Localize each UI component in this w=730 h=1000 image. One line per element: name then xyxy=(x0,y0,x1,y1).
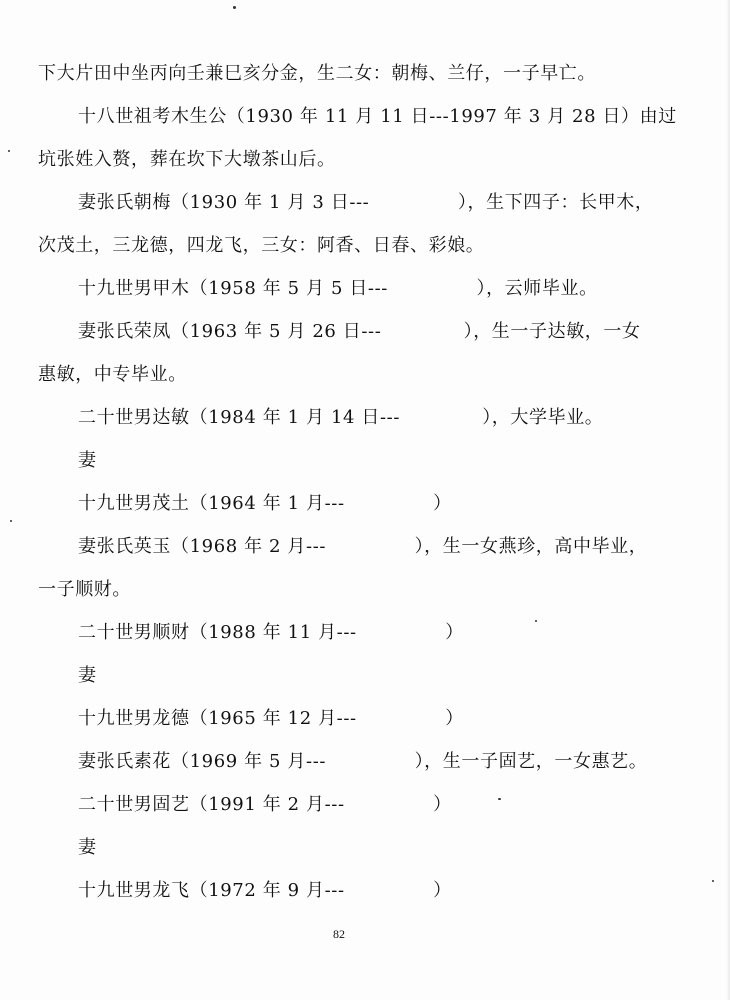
scan-speck xyxy=(233,6,236,9)
text-line: 妻张氏英玉（1968 年 2 月--- ），生一女燕珍，高中毕业， xyxy=(78,536,648,557)
text-line: 惠敏，中专毕业。 xyxy=(38,364,187,385)
text-line: 次茂土，三龙德，四龙飞，三女：阿香、日春、彩娘。 xyxy=(38,235,485,256)
text-line: 十九世男茂土（1964 年 1 月--- ） xyxy=(78,493,452,514)
text-line: 妻张氏朝梅（1930 年 1 月 3 日--- ），生下四子：长甲木， xyxy=(78,192,654,213)
text-line: 十九世男龙德（1965 年 12 月--- ） xyxy=(78,708,464,729)
text-line: 妻 xyxy=(78,837,97,858)
text-line: 妻 xyxy=(78,665,97,686)
text-line: 二十世男固艺（1991 年 2 月--- ） xyxy=(78,794,452,815)
text-line: 下大片田中坐丙向壬兼巳亥分金，生二女：朝梅、兰仔，一子早亡。 xyxy=(38,63,596,84)
text-line: 二十世男顺财（1988 年 11 月--- ） xyxy=(78,622,464,643)
text-line: 二十世男达敏（1984 年 1 月 14 日--- ），大学毕业。 xyxy=(78,407,604,428)
scan-edge xyxy=(726,0,730,1000)
text-line: 十九世男甲木（1958 年 5 月 5 日--- ），云师毕业。 xyxy=(78,278,598,299)
text-line: 妻 xyxy=(78,450,97,471)
page-number: 82 xyxy=(333,927,345,941)
scan-speck xyxy=(712,880,714,882)
scan-speck xyxy=(535,620,537,622)
text-line: 妻张氏荣凤（1963 年 5 月 26 日--- ），生一子达敏，一女 xyxy=(78,321,641,342)
scan-speck xyxy=(10,520,12,522)
scan-speck xyxy=(498,798,501,800)
scan-speck xyxy=(8,150,10,152)
text-line: 妻张氏素花（1969 年 5 月--- ），生一子固艺，一女惠艺。 xyxy=(78,751,648,772)
text-line: 十八世祖考木生公（1930 年 11 月 11 日---1997 年 3 月 28 日）由过 xyxy=(78,106,677,127)
text-line: 十九世男龙飞（1972 年 9 月--- ） xyxy=(78,880,452,901)
text-line: 一子顺财。 xyxy=(38,579,131,600)
text-line: 坑张姓入赘，葬在坎下大墩茶山后。 xyxy=(38,149,336,170)
